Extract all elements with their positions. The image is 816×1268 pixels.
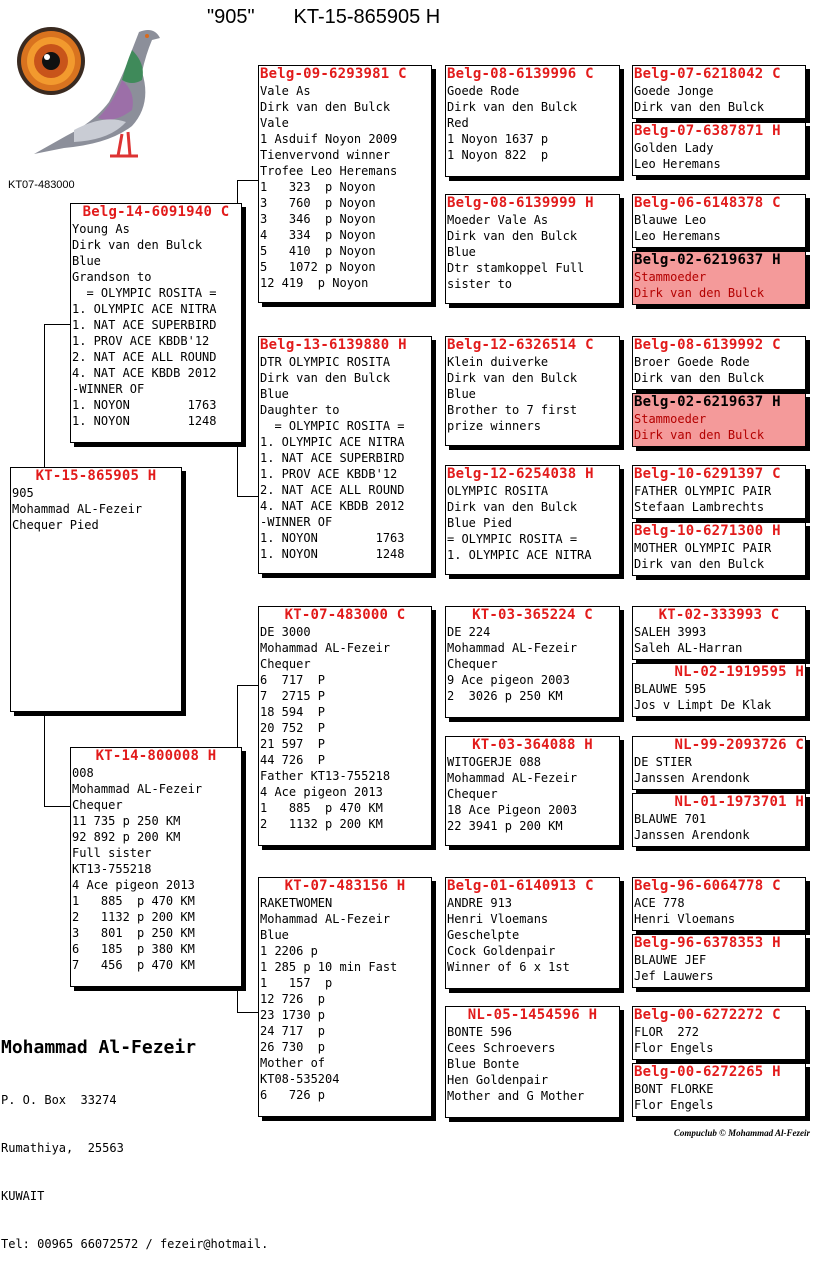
detail-line: Goede Rode: [447, 84, 520, 98]
sex-marker: H: [772, 123, 781, 139]
detail-line: 1. PROV ACE KBDB'12: [72, 334, 210, 348]
contact-line: Tel: 00965 66072572 / fezeir@hotmail.: [1, 1237, 269, 1251]
detail-line: RAKETWOMEN: [260, 896, 333, 910]
sex-marker: H: [207, 748, 217, 764]
page-title: "905" KT-15-865905 H: [207, 6, 441, 28]
detail-line: 1 Noyon 1637 p: [447, 132, 549, 146]
ring-number: NL-05-1454596: [467, 1007, 580, 1023]
detail-line: SALEH 3993: [634, 625, 707, 639]
bird-details: [447, 83, 618, 163]
gen4-card: [632, 122, 806, 176]
bird-details: [634, 354, 804, 386]
ring-number: Belg-08-6139996: [447, 66, 577, 82]
gen3-card: [445, 877, 620, 989]
detail-line: 12 726 p: [260, 992, 326, 1006]
detail-line: 1. OLYMPIC ACE NITRA: [447, 548, 592, 562]
detail-line: Chequer: [447, 787, 498, 801]
sex-marker: C: [396, 607, 406, 623]
owner-address: [1, 1060, 268, 1268]
detail-line: Blue: [260, 928, 289, 942]
ring-number: Belg-10-6291397: [634, 466, 764, 482]
bird-details: [634, 540, 804, 572]
detail-line: ANDRE 913: [447, 896, 513, 910]
detail-line: 5 1072 p Noyon: [260, 260, 376, 274]
detail-line: 3 801 p 250 KM: [72, 926, 195, 940]
detail-line: Mohammad AL-Fezeir: [260, 641, 391, 655]
detail-line: = OLYMPIC ROSITA =: [447, 532, 578, 546]
connector-line: [44, 716, 71, 807]
sex-marker: H: [396, 878, 406, 894]
ring-number: Belg-96-6378353: [634, 935, 764, 951]
ring-number: NL-01-1973701: [674, 794, 787, 810]
detail-line: 1 Asduif Noyon 2009: [260, 132, 398, 146]
bird-details: [260, 624, 430, 832]
detail-line: Blue: [447, 245, 476, 259]
detail-line: 2 3026 p 250 KM: [447, 689, 563, 703]
address-line: KUWAIT: [1, 1189, 45, 1203]
sex-marker: C: [585, 337, 594, 353]
detail-line: Jef Lauwers: [634, 969, 714, 983]
detail-line: Dirk van den Bulck: [260, 371, 391, 385]
gen4-card: [632, 251, 806, 305]
ring-number: KT-03-364088: [472, 737, 576, 753]
detail-line: Chequer: [72, 798, 123, 812]
detail-line: DTR OLYMPIC ROSITA: [260, 355, 391, 369]
detail-line: 1. NOYON 1248: [72, 414, 217, 428]
detail-line: 4. NAT ACE KBDB 2012: [260, 499, 405, 513]
ring-number: Belg-02-6219637: [634, 394, 764, 410]
sex-marker: H: [584, 737, 593, 753]
detail-line: prize winners: [447, 419, 541, 433]
bird-details: [634, 811, 804, 843]
detail-line: Leo Heremans: [634, 229, 721, 243]
detail-line: Dirk van den Bulck: [634, 428, 765, 442]
detail-line: 6 717 P: [260, 673, 326, 687]
detail-line: Stammoeder: [634, 412, 707, 426]
detail-line: Dirk van den Bulck: [634, 371, 765, 385]
detail-line: Flor Engels: [634, 1041, 714, 1055]
detail-line: Henri Vloemans: [447, 912, 549, 926]
detail-line: 20 752 P: [260, 721, 326, 735]
bird-details: [447, 754, 618, 834]
ring-number: Belg-01-6140913: [447, 878, 577, 894]
bird-details: [447, 483, 618, 563]
detail-line: 4 Ace pigeon 2013: [72, 878, 195, 892]
ring-number: Belg-00-6272265: [634, 1064, 764, 1080]
detail-line: Tienvervond winner: [260, 148, 391, 162]
detail-line: Mother and G Mother: [447, 1089, 585, 1103]
bird-details: [634, 140, 804, 172]
detail-line: 6 185 p 380 KM: [72, 942, 195, 956]
bird-details: [634, 754, 804, 786]
detail-line: 2. NAT ACE ALL ROUND: [72, 350, 217, 364]
detail-line: = OLYMPIC ROSITA =: [72, 286, 217, 300]
detail-line: 9 Ace pigeon 2003: [447, 673, 570, 687]
ring-number: Belg-06-6148378: [634, 195, 764, 211]
detail-line: 5 410 p Noyon: [260, 244, 376, 258]
detail-line: BONTE 596: [447, 1025, 513, 1039]
detail-line: Cees Schroevers: [447, 1041, 556, 1055]
bird-details: [634, 212, 804, 244]
sex-marker: C: [772, 195, 781, 211]
detail-line: Blauwe Leo: [634, 213, 707, 227]
detail-line: KT08-535204: [260, 1072, 340, 1086]
detail-line: Chequer Pied: [12, 518, 99, 532]
detail-line: 1 Noyon 822 p: [447, 148, 549, 162]
detail-line: Flor Engels: [634, 1098, 714, 1112]
gen4-card: [632, 606, 806, 660]
detail-line: 12 419 p Noyon: [260, 276, 369, 290]
sex-marker: C: [770, 607, 780, 623]
ring-number: Belg-08-6139999: [447, 195, 577, 211]
bird-details: [634, 269, 804, 301]
sex-marker: H: [588, 1007, 598, 1023]
gen4-card: [632, 736, 806, 790]
detail-line: 4. NAT ACE KBDB 2012: [72, 366, 217, 380]
detail-line: DE 224: [447, 625, 491, 639]
address-line: P. O. Box 33274: [1, 1093, 117, 1107]
dam-dam-card: [258, 877, 432, 1117]
detail-line: Saleh AL-Harran: [634, 641, 743, 655]
detail-line: OLYMPIC ROSITA: [447, 484, 549, 498]
detail-line: 18 594 P: [260, 705, 326, 719]
gen3-card: [445, 194, 620, 304]
detail-line: Janssen Arendonk: [634, 828, 750, 842]
gen4-card: [632, 522, 806, 576]
detail-line: DE 3000: [260, 625, 311, 639]
bird-details: [447, 1024, 618, 1104]
detail-line: Blue: [72, 254, 101, 268]
detail-line: Cock Goldenpair: [447, 944, 556, 958]
detail-line: Trofee Leo Heremans: [260, 164, 398, 178]
detail-line: Golden Lady: [634, 141, 714, 155]
detail-line: 6 726 p: [260, 1088, 326, 1102]
bird-details: [260, 895, 430, 1103]
detail-line: Full sister: [72, 846, 152, 860]
gen4-card: [632, 465, 806, 519]
detail-line: Klein duiverke: [447, 355, 549, 369]
detail-line: Blue: [447, 387, 476, 401]
detail-line: 1 885 p 470 KM: [72, 894, 195, 908]
bird-details: [447, 895, 618, 975]
detail-line: Leo Heremans: [634, 157, 721, 171]
bird-details: [634, 952, 804, 984]
detail-line: 2 1132 p 200 KM: [72, 910, 195, 924]
detail-line: Dirk van den Bulck: [447, 500, 578, 514]
gen4-card: [632, 663, 806, 717]
detail-line: Dirk van den Bulck: [634, 557, 765, 571]
sex-marker: C: [772, 878, 781, 894]
bird-details: [447, 624, 618, 704]
gen3-card: [445, 336, 620, 446]
ring-number: KT-03-365224: [472, 607, 576, 623]
ring-number: KT-07-483000: [284, 607, 389, 623]
detail-line: BLAUWE JEF: [634, 953, 707, 967]
detail-line: 7 2715 P: [260, 689, 326, 703]
detail-line: sister to: [447, 277, 513, 291]
detail-line: 4 Ace pigeon 2013: [260, 785, 383, 799]
detail-line: 1 885 p 470 KM: [260, 801, 383, 815]
detail-line: 21 597 P: [260, 737, 326, 751]
detail-line: 18 Ace Pigeon 2003: [447, 803, 578, 817]
sex-marker: C: [398, 66, 407, 82]
detail-line: 1. NOYON 1248: [260, 547, 405, 561]
gen3-card: [445, 1006, 620, 1118]
ring-number: Belg-08-6139992: [634, 337, 764, 353]
detail-line: Jos v Limpt De Klak: [634, 698, 772, 712]
gen4-card: [632, 877, 806, 931]
ring-number: Belg-14-6091940: [82, 204, 213, 220]
detail-line: Blue Pied: [447, 516, 513, 530]
detail-line: Father KT13-755218: [260, 769, 391, 783]
detail-line: 1. NOYON 1763: [260, 531, 405, 545]
detail-line: 92 892 p 200 KM: [72, 830, 181, 844]
owner-name: Mohammad Al-Fezeir: [1, 1037, 197, 1058]
detail-line: Mohammad AL-Fezeir: [447, 771, 578, 785]
detail-line: 1 285 p 10 min Fast: [260, 960, 398, 974]
sex-marker: H: [772, 935, 781, 951]
connector-line: [44, 324, 71, 467]
sire-card: [70, 203, 242, 443]
detail-line: 905: [12, 486, 34, 500]
detail-line: Blue Bonte: [447, 1057, 520, 1071]
detail-line: -WINNER OF: [260, 515, 333, 529]
detail-line: Janssen Arendonk: [634, 771, 750, 785]
bird-details: [634, 681, 804, 713]
detail-line: 1. NAT ACE SUPERBIRD: [72, 318, 217, 332]
sex-marker: C: [220, 204, 230, 220]
detail-line: 24 717 p: [260, 1024, 326, 1038]
detail-line: 23 1730 p: [260, 1008, 326, 1022]
detail-line: 1. OLYMPIC ACE NITRA: [260, 435, 405, 449]
ring-number: KT-14-800008: [95, 748, 200, 764]
bird-details: [634, 624, 804, 656]
sire-dam-card: [258, 336, 432, 574]
detail-line: Red: [447, 116, 469, 130]
gen3-card: [445, 736, 620, 846]
detail-line: 2. NAT ACE ALL ROUND: [260, 483, 405, 497]
ring-number: Belg-00-6272272: [634, 1007, 764, 1023]
gen4-card: [632, 1006, 806, 1060]
ring-number: NL-02-1919595: [674, 664, 787, 680]
sex-marker: H: [147, 468, 157, 484]
ring-number: KT-02-333993: [658, 607, 763, 623]
detail-line: 11 735 p 250 KM: [72, 814, 181, 828]
sex-marker: H: [795, 794, 804, 810]
sex-marker: C: [772, 1007, 781, 1023]
detail-line: ACE 778: [634, 896, 685, 910]
detail-line: 1 323 p Noyon: [260, 180, 376, 194]
ring-number: KT-15-865905: [35, 468, 140, 484]
detail-line: BLAUWE 595: [634, 682, 707, 696]
gen3-card: [445, 606, 620, 718]
detail-line: 3 346 p Noyon: [260, 212, 376, 226]
detail-line: 1 157 p: [260, 976, 333, 990]
detail-line: 44 726 P: [260, 753, 326, 767]
bird-details: [634, 83, 804, 115]
address-line: Rumathiya, 25563: [1, 1141, 124, 1155]
detail-line: Chequer: [447, 657, 498, 671]
sex-marker: H: [795, 664, 804, 680]
detail-line: 7 456 p 470 KM: [72, 958, 195, 972]
ring-number: Belg-02-6219637: [634, 252, 764, 268]
detail-line: 4 334 p Noyon: [260, 228, 376, 242]
detail-line: FLOR 272: [634, 1025, 700, 1039]
bird-details: [634, 1024, 804, 1056]
bird-details: [260, 354, 430, 562]
detail-line: BLAUWE 701: [634, 812, 707, 826]
detail-line: Grandson to: [72, 270, 152, 284]
detail-line: Moeder Vale As: [447, 213, 549, 227]
ring-number: Belg-13-6139880: [260, 337, 390, 353]
detail-line: Stefaan Lambrechts: [634, 500, 765, 514]
detail-line: Daughter to: [260, 403, 340, 417]
ring-number: Belg-07-6218042: [634, 66, 764, 82]
detail-line: Dirk van den Bulck: [447, 371, 578, 385]
sex-marker: H: [772, 252, 781, 268]
sex-marker: C: [772, 466, 781, 482]
detail-line: Dirk van den Bulck: [447, 229, 578, 243]
ring-number: KT-07-483156: [284, 878, 389, 894]
detail-line: -WINNER OF: [72, 382, 145, 396]
sire-sire-card: [258, 65, 432, 303]
detail-line: Dirk van den Bulck: [634, 100, 765, 114]
ring-number: Belg-12-6254038: [447, 466, 577, 482]
gen4-card: [632, 65, 806, 119]
gen4-card: [632, 1063, 806, 1117]
detail-line: Brother to 7 first: [447, 403, 578, 417]
detail-line: Mohammad AL-Fezeir: [260, 912, 391, 926]
detail-line: Dirk van den Bulck: [260, 100, 391, 114]
bird-details: [634, 1081, 804, 1113]
ring-number: Belg-10-6271300: [634, 523, 764, 539]
detail-line: Blue: [260, 387, 289, 401]
detail-line: Mother of: [260, 1056, 326, 1070]
gen4-card: [632, 934, 806, 988]
ring-number: Belg-96-6064778: [634, 878, 764, 894]
gen4-card: [632, 194, 806, 248]
detail-line: Geschelpte: [447, 928, 520, 942]
ring-number: Belg-07-6387871: [634, 123, 764, 139]
detail-line: Vale: [260, 116, 289, 130]
detail-line: = OLYMPIC ROSITA =: [260, 419, 405, 433]
detail-line: Dirk van den Bulck: [634, 286, 765, 300]
detail-line: 1. NOYON 1763: [72, 398, 217, 412]
bird-details: [72, 221, 240, 429]
sex-marker: H: [585, 195, 594, 211]
gen3-card: [445, 65, 620, 177]
detail-line: Dirk van den Bulck: [447, 100, 578, 114]
sex-marker: H: [585, 466, 594, 482]
detail-line: Hen Goldenpair: [447, 1073, 549, 1087]
detail-line: 1. PROV ACE KBDB'12: [260, 467, 398, 481]
sex-marker: C: [772, 337, 781, 353]
footer-credit: Compuclub © Mohammad Al-Fezeir: [673, 1128, 810, 1138]
detail-line: Goede Jonge: [634, 84, 714, 98]
dam-sire-card: [258, 606, 432, 846]
bird-details: [634, 411, 804, 443]
ring-number: NL-99-2093726: [674, 737, 787, 753]
detail-line: 1 2206 p: [260, 944, 318, 958]
detail-line: Dirk van den Bulck: [72, 238, 203, 252]
bird-details: [634, 483, 804, 515]
sex-marker: C: [585, 878, 594, 894]
detail-line: Winner of 6 x 1st: [447, 960, 570, 974]
detail-line: 1. OLYMPIC ACE NITRA: [72, 302, 217, 316]
ring-number: Belg-12-6326514: [447, 337, 577, 353]
gen3-card: [445, 465, 620, 575]
bird-details: [634, 895, 804, 927]
detail-line: Chequer: [260, 657, 311, 671]
bird-details: [447, 354, 618, 434]
detail-line: Vale As: [260, 84, 311, 98]
ring-number: Belg-09-6293981: [260, 66, 390, 82]
detail-line: 008: [72, 766, 94, 780]
detail-line: MOTHER OLYMPIC PAIR: [634, 541, 772, 555]
sex-marker: H: [772, 1064, 781, 1080]
detail-line: Young As: [72, 222, 130, 236]
detail-line: FATHER OLYMPIC PAIR: [634, 484, 772, 498]
detail-line: Henri Vloemans: [634, 912, 736, 926]
sex-marker: H: [772, 523, 781, 539]
gen4-card: [632, 793, 806, 847]
dam-card: [70, 747, 242, 987]
sex-marker: H: [772, 394, 781, 410]
sex-marker: C: [795, 737, 804, 753]
detail-line: 1. NAT ACE SUPERBIRD: [260, 451, 405, 465]
sex-marker: C: [585, 66, 594, 82]
detail-line: Mohammad AL-Fezeir: [72, 782, 203, 796]
detail-line: WITOGERJE 088: [447, 755, 541, 769]
subject-bird-card: [10, 467, 182, 712]
detail-line: Mohammad AL-Fezeir: [12, 502, 143, 516]
detail-line: 2 1132 p 200 KM: [260, 817, 383, 831]
detail-line: 3 760 p Noyon: [260, 196, 376, 210]
detail-line: DE STIER: [634, 755, 692, 769]
sex-marker: C: [584, 607, 593, 623]
detail-line: Mohammad AL-Fezeir: [447, 641, 578, 655]
bird-details: [260, 83, 430, 291]
detail-line: 22 3941 p 200 KM: [447, 819, 563, 833]
bird-details: [12, 485, 180, 533]
detail-line: 26 730 p: [260, 1040, 326, 1054]
detail-line: Broer Goede Rode: [634, 355, 750, 369]
photo-caption: KT07-483000: [8, 179, 75, 191]
sex-marker: C: [772, 66, 781, 82]
detail-line: KT13-755218: [72, 862, 152, 876]
gen4-card: [632, 393, 806, 447]
gen4-card: [632, 336, 806, 390]
detail-line: BONT FLORKE: [634, 1082, 714, 1096]
bird-details: [447, 212, 618, 292]
detail-line: Stammoeder: [634, 270, 707, 284]
detail-line: Dtr stamkoppel Full: [447, 261, 585, 275]
sex-marker: H: [398, 337, 407, 353]
pigeon-photo: [14, 14, 166, 166]
bird-details: [72, 765, 240, 973]
